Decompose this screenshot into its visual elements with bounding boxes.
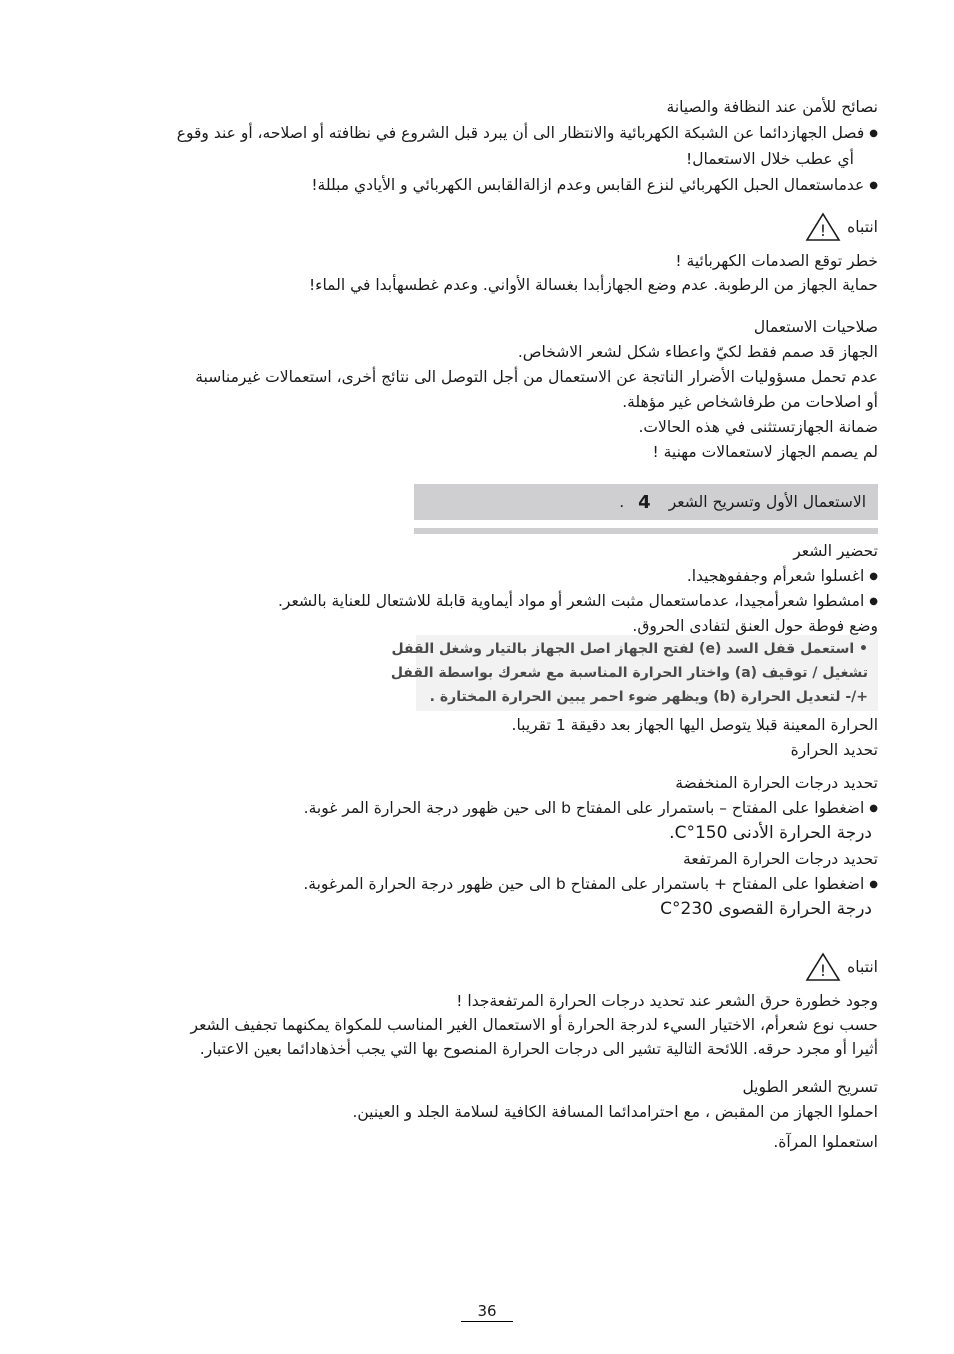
warning1-line-2: حماية الجهاز من الرطوبة. عدم وضع الجهازأبدا بغسالة الأواني. وعدم غطسهأبدا في الماء! (308, 276, 878, 294)
temp-high-line: ● اضغطوا على المفتاح + باستمرار على المفتاح b الى حين ظهور درجة الحرارة المرغوبة. (100, 873, 878, 898)
page-number: 36 (461, 1302, 513, 1322)
temp-low-title: تحديد درجات الحرارة المنخفضة (675, 774, 878, 792)
usage-title: صلاحيات الاستعمال (753, 318, 878, 336)
prep-title: تحضير الشعر (793, 542, 878, 560)
usage-line-4: ضمانة الجهازتستثنى في هذه الحالات. (638, 418, 878, 436)
svg-text:!: ! (819, 961, 827, 980)
section-title: الاستعمال الأول وتسريح الشعر (668, 493, 866, 511)
usage-line-3: أو اصلاحات من طرفاشخاص غير مؤهلة. (622, 393, 878, 411)
temp-low-value: درجة الحرارة الأدنى 150°C. (669, 823, 872, 843)
prep-line-2: ● امشطوا شعرأمجيدا، عدماستعمال مثبت الشعر أو مواد أيماوية قابلة للاشتعال للعناية بالشعر. (60, 590, 878, 615)
usage-line-2: عدم تحمل مسؤوليات الأضرار الناتجة عن الاستعمال من أجل التوصل الى نتائج أخرى، استعمالات غيرمناسبة (195, 368, 878, 386)
usage-line-1: الجهاز قد صمم فقط لكيّ واعطاء شكل لشعر الاشخاص. (517, 343, 878, 361)
scanned-instructions (390, 635, 878, 711)
warning2-line-2: حسب نوع شعرأم، الاختيار السيء لدرجة الحرارة أو الاستعمال الغير المناسب للمكواة يمكنهما تجفيف الشعر (190, 1016, 878, 1034)
warning-triangle-icon (805, 212, 841, 242)
prep-line-1: ● اغسلوا شعرأم وجففوهجيدا. (100, 565, 878, 590)
temp-title: تحديد الحرارة (790, 741, 878, 759)
temp-high-title: تحديد درجات الحرارة المرتفعة (683, 850, 878, 868)
prep-line-3: وضع فوطة حول العنق لتفادى الحروق. (632, 617, 878, 635)
section-header (414, 484, 878, 520)
warning-header-2 (805, 952, 878, 982)
safety-line-1: ● فصل الجهازدائما عن الشبكة الكهربائية والانتظار الى أن يبرد قبل الشروع في نظافته أو اصلاحه، أو عند وقوع (100, 122, 878, 147)
styling-line-2: استعملوا المرآة. (773, 1133, 878, 1151)
warning-header-1 (805, 212, 878, 242)
scanned-line-3: +/- لتعديل الحرارة (b) ويظهر ضوء احمر يبين الحرارة المختارة . (429, 689, 868, 705)
temp-high-value: درجة الحرارة القصوى 230°C (660, 899, 872, 919)
warning2-line-3: أثيرا أو مجرد حرقه. اللائحة التالية تشير الى درجات الحرارة المنصوح بها التي يجب أخذهادائما بعين الاعتبار. (199, 1040, 878, 1058)
styling-line-1: احملوا الجهاز من المقبض ، مع احترامدائما المسافة الكافية لسلامة الجلد و العينين. (352, 1103, 878, 1121)
warning-label: انتباه (847, 218, 878, 236)
scanned-line-1: • استعمل قفل السد (e) لفتح الجهاز اصل الجهاز بالتيار وشغل القفل (391, 641, 868, 657)
safety-line-3: ● عدماستعمال الحبل الكهربائي لنزع القابس وعدم ازالةالقابس الكهربائي و الأيادي مبللة! (100, 174, 878, 199)
styling-title: تسريح الشعر الطويل (742, 1078, 878, 1096)
safety-title: نصائح للأمن عند النظافة والصيانة (666, 98, 878, 116)
warning1-line-1: خطر توقع الصدمات الكهربائية ! (675, 252, 878, 270)
scanned-line-2: تشغيل / توقيف (a) واختار الحرارة المناسبة مع شعرك بواسطة القفل (390, 665, 868, 681)
section-dot: . (619, 493, 625, 511)
section-divider (414, 528, 878, 534)
temp-line-1: الحرارة المعينة قبلا يتوصل اليها الجهاز بعد دقيقة 1 تقريبا. (511, 716, 878, 734)
usage-line-5: لم يصمم الجهاز لاستعمالات مهنية ! (652, 443, 878, 461)
safety-line-2: أي عطب خلال الاستعمال! (686, 150, 854, 168)
svg-text:!: ! (819, 221, 827, 240)
warning-label-2: انتباه (847, 958, 878, 976)
section-number: 4 (638, 491, 651, 513)
warning2-line-1: وجود خطورة حرق الشعر عند تحديد درجات الحرارة المرتفعةجدا ! (456, 992, 878, 1010)
warning-triangle-icon (805, 952, 841, 982)
temp-low-line: ● اضغطوا على المفتاح – باستمرار على المفتاح b الى حين ظهور درجة الحرارة المر غوبة. (100, 797, 878, 822)
